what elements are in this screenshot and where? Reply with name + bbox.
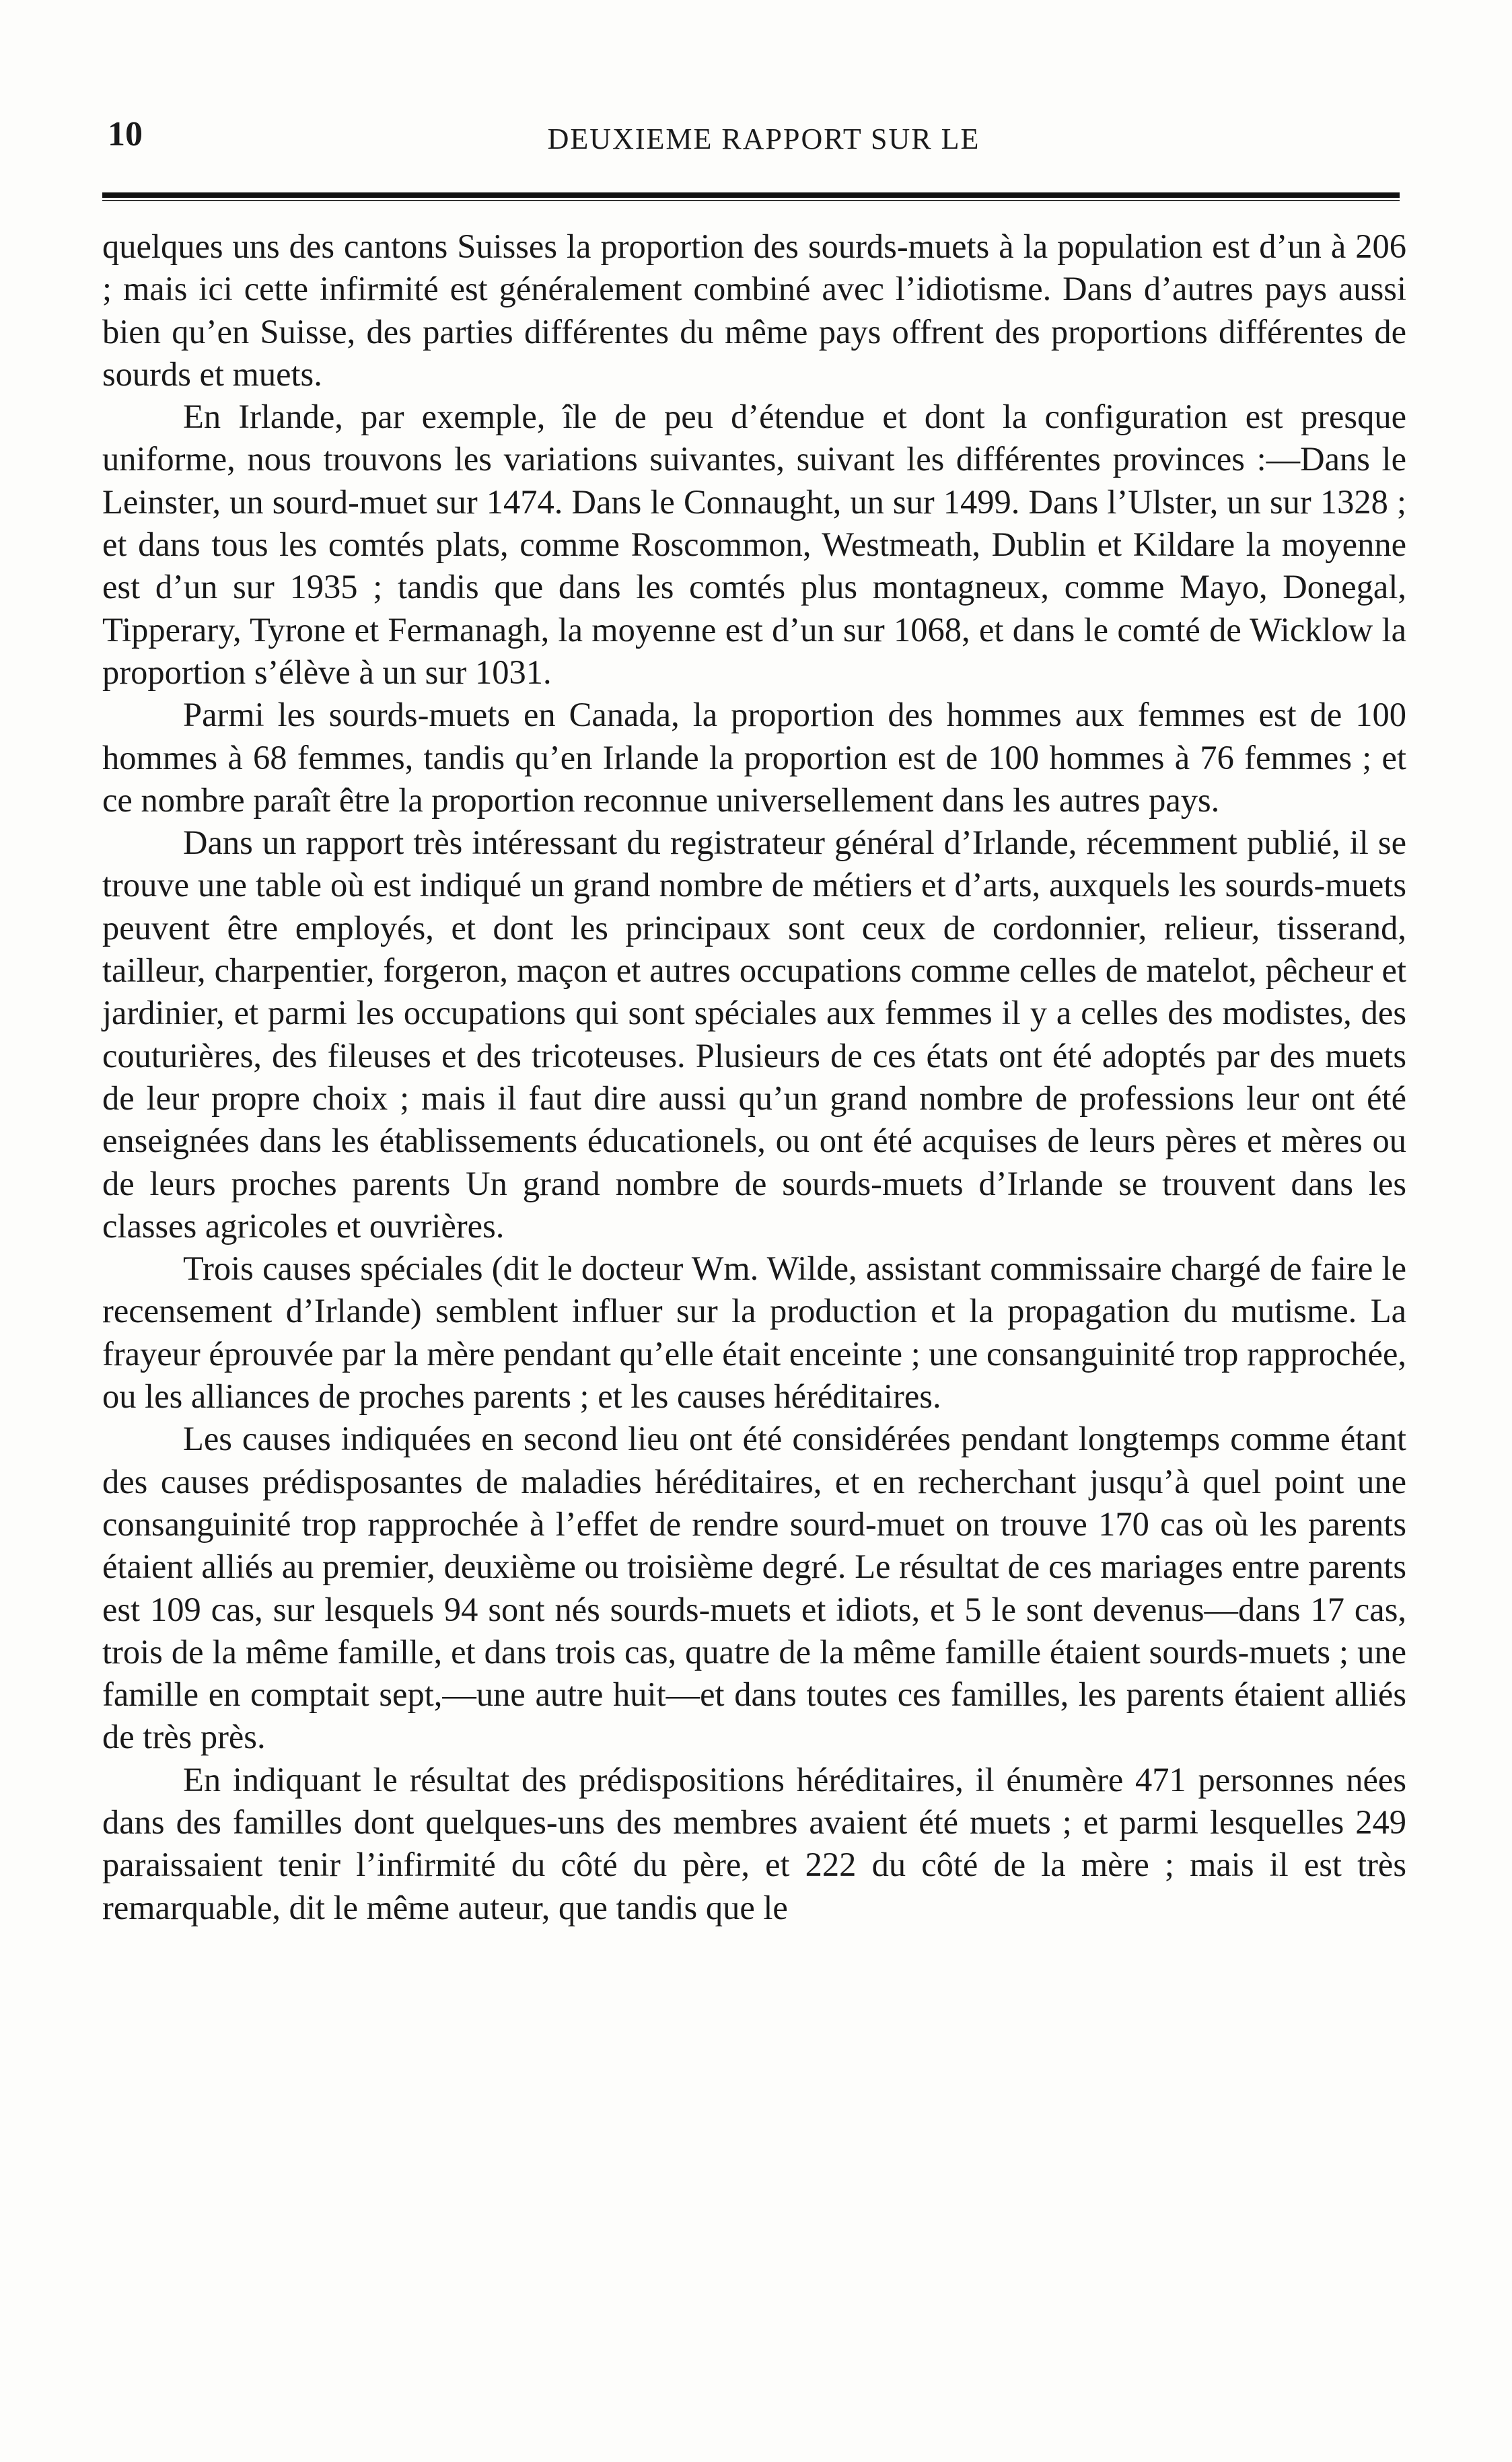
page-header — [101, 114, 1400, 168]
paragraph: En Irlande, par exemple, île de peu d’étendue et dont la configuration est presque uniforme, nous trouvons les variations suivantes, suivant les différentes provinces :—Dans le Leinster, un sourd-muet sur 1474. Dans le Connaught, un sur 1499. Dans l’Ulster, un sur 1328 ; et dans tous les comtés plats, comme Roscommon, Westmeath, Dublin et Kildare la moyenne est d’un sur 1935 ; tandis que dans les comtés plus montagneux, comme Mayo, Donegal, Tipperary, Tyrone et Fermanagh, la moyenne est d’un sur 1068, et dans le comté de Wicklow la proportion s’élève à un sur 1031. — [102, 398, 1406, 691]
header-rule-thin — [102, 200, 1400, 201]
paragraph: Trois causes spéciales (dit le docteur Wm. Wilde, assistant commissaire chargé de faire le recensement d’Irlande) semblent influer sur la production et la propagation du mutisme. La frayeur éprouvée par la mère pendant qu’elle était enceinte ; une consanguinité trop rapprochée, ou les alliances de proches parents ; et les causes héréditaires. — [102, 1250, 1406, 1416]
paragraph: En indiquant le résultat des prédispositions héréditaires, il énumère 471 personnes nées dans des familles dont quelques-uns des membres avaient été muets ; et parmi lesquelles 249 paraissaient tenir l’infirmité du côté du père, et 222 du côté de la mère ; mais il est très remarquable, dit le même auteur, que tandis que le — [102, 1760, 1406, 1926]
page-number: 10 — [108, 115, 143, 153]
paragraph: Les causes indiquées en second lieu ont été considérées pendant longtemps comme étant des causes prédisposantes de maladies héréditaires, et en recherchant jusqu’à quel point une consanguinité trop rapprochée à l’effet de rendre sourd-muet on trouve 170 cas où les parents étaient alliés au premier, deuxième ou troisième degré. Le résultat de ces mariages entre parents est 109 cas, sur lesquels 94 sont nés sourds-muets et idiots, et 5 le sont devenus—dans 17 cas, trois de la même famille, et dans trois cas, quatre de la même famille étaient sourds-muets ; une famille en comptait sept,—une autre huit—et dans toutes ces familles, les parents étaient alliés de très près. — [102, 1420, 1406, 1756]
running-title: DEUXIEME RAPPORT SUR LE — [547, 122, 980, 155]
paragraph: quelques uns des cantons Suisses la proportion des sourds-muets à la population est d’un à 206 ; mais ici cette infirmité est généralement combiné avec l’idiotisme. Dans d’autres pays aussi bien qu’en Suisse, des parties différentes du même pays offrent des proportions différentes de sourds et muets. — [102, 227, 1406, 393]
body-text — [102, 225, 1406, 1929]
paragraph: Dans un rapport très intéressant du registrateur général d’Irlande, récemment publié, il se trouve une table où est indiqué un grand nombre de métiers et d’arts, auxquels les sourds-muets peuvent être employés, et dont les principaux sont ceux de cordonnier, relieur, tisserand, tailleur, charpentier, forgeron, maçon et autres occupations comme celles de matelot, pêcheur et jardinier, et parmi les occupations qui sont spéciales aux femmes il y a celles des modistes, des couturières, des fileuses et des tricoteuses. Plusieurs de ces états ont été adoptés par des muets de leur propre choix ; mais il faut dire aussi qu’un grand nombre de professions leur ont été enseignées dans les établissements éducationels, ou ont été acquises de leurs pères et mères ou de leurs proches parents Un grand nombre de sourds-muets d’Irlande se trouvent dans les classes agricoles et ouvrières. — [102, 824, 1406, 1245]
paragraph: Parmi les sourds-muets en Canada, la proportion des hommes aux femmes est de 100 hommes à 68 femmes, tandis qu’en Irlande la proportion est de 100 hommes à 76 femmes ; et ce nombre paraît être la proportion reconnue universellement dans les autres pays. — [102, 696, 1406, 819]
header-rule — [102, 192, 1400, 198]
